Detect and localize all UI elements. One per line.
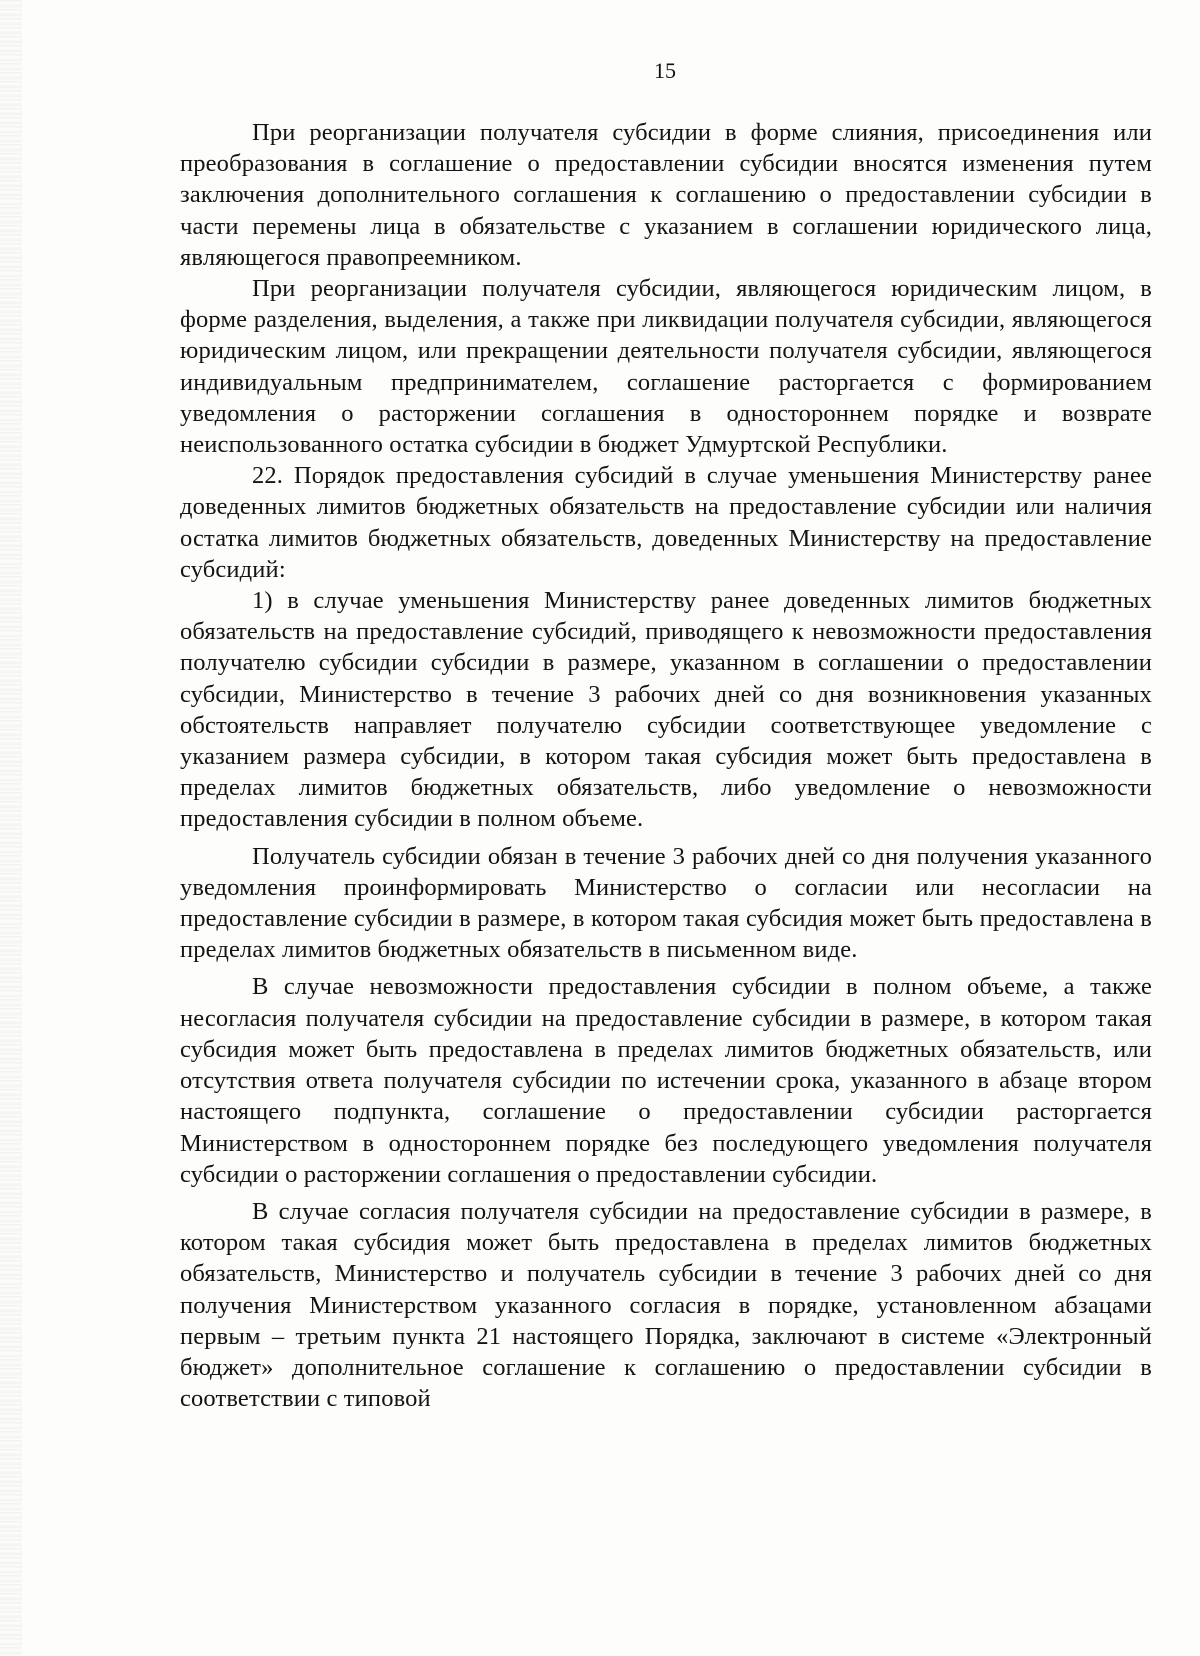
- paragraph-termination: В случае невозможности предоставления субсидии в полном объеме, а также несогласия получателя субсидии на предоставление субсидии в размере, в котором такая субсидия может быть предоставлена в пределах лимитов бюджетных обязательств, или отсутствия ответа получателя субсидии по истечении срока, указанного в абзаце втором настоящего подпункта, соглашение о предоставлении субсидии расторгается Министерством в одностороннем порядке без последующего уведомления получателя субсидии о расторжении соглашения о предоставлении субсидии.: [180, 973, 1152, 1188]
- paragraph-subitem-1: 1) в случае уменьшения Министерству ранее доведенных лимитов бюджетных обязательств на предоставление субсидий, приводящего к невозможности предоставления получателю субсидии субсидии в размере, указанном в соглашении о предоставлении субсидии, Министерство в течение 3 рабочих дней со дня возникновения указанных обстоятельств направляет получателю субсидии соответствующее уведомление с указанием размера субсидии, в котором такая субсидия может быть предоставлена в пределах лимитов бюджетных обязательств, либо уведомление о невозможности предоставления субсидии в полном объеме.: [180, 587, 1152, 833]
- paragraph-item-22: 22. Порядок предоставления субсидий в случае уменьшения Министерству ранее доведенных лимитов бюджетных обязательств на предоставление субсидии или наличия остатка лимитов бюджетных обязательств, доведенных Министерству на предоставление субсидий:: [180, 462, 1152, 583]
- document-body: [180, 117, 1152, 1414]
- paragraph-reorganization-merger: При реорганизации получателя субсидии в форме слияния, присоединения или преобразования в соглашение о предоставлении субсидии вносятся изменения путем заключения дополнительного соглашения к соглашению о предоставлении субсидии в части перемены лица в обязательстве с указанием в соглашении юридического лица, являющегося правопреемником.: [180, 119, 1152, 271]
- page-number: 15: [654, 58, 676, 83]
- scan-edge-noise: [0, 0, 22, 1656]
- paragraph-consent: В случае согласия получателя субсидии на предоставление субсидии в размере, в котором такая субсидия может быть предоставлена в пределах лимитов бюджетных обязательств, Министерство и получатель субсидии в течение 3 рабочих дней со дня получения Министерством указанного согласия в порядке, установленном абзацами первым – третьим пункта 21 настоящего Порядка, заключают в системе «Электронный бюджет» дополнительное соглашение к соглашению о предоставлении субсидии в соответствии с типовой: [180, 1197, 1152, 1413]
- paragraph-reorganization-division: При реорганизации получателя субсидии, являющегося юридическим лицом, в форме разделения, выделения, а также при ликвидации получателя субсидии, являющегося юридическим лицом, или прекращении деятельности получателя субсидии, являющегося индивидуальным предпринимателем, соглашение расторгается с формированием уведомления о расторжении соглашения в одностороннем порядке и возврате неиспользованного остатка субсидии в бюджет Удмуртской Республики.: [180, 275, 1152, 459]
- paragraph-recipient-obligation: Получатель субсидии обязан в течение 3 рабочих дней со дня получения указанного уведомления проинформировать Министерство о согласии или несогласии на предоставление субсидии в размере, в котором такая субсидия может быть предоставлена в пределах лимитов бюджетных обязательств в письменном виде.: [180, 842, 1152, 964]
